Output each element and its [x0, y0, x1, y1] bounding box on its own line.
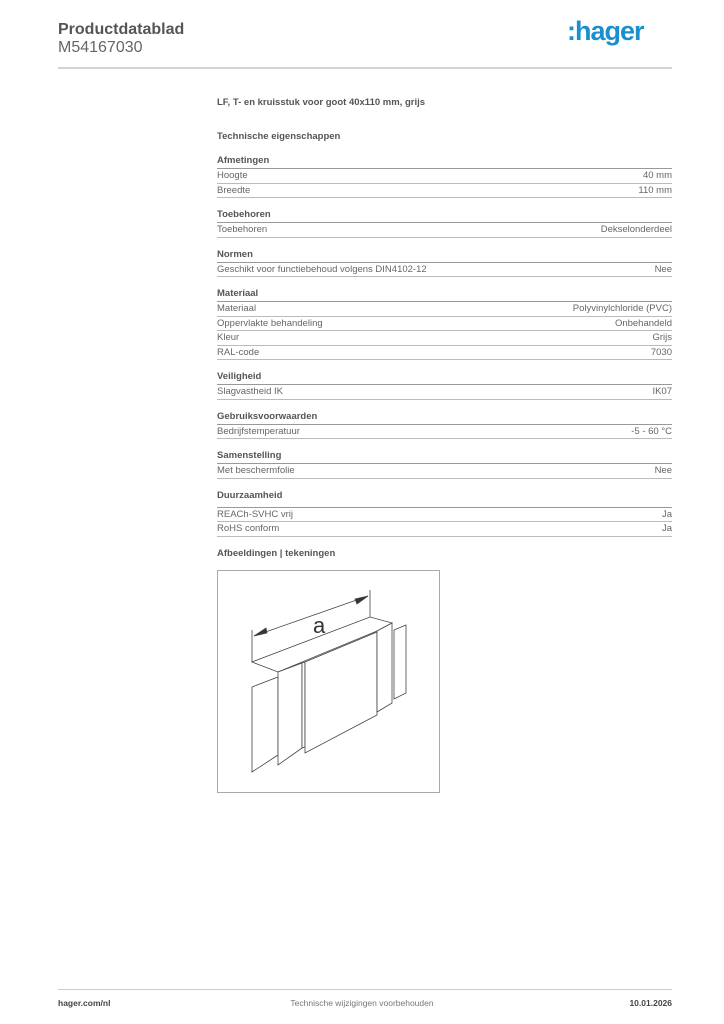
spec-section [217, 449, 672, 479]
dimension-label: a [313, 613, 326, 638]
section-heading: Gebruiksvoorwaarden [217, 410, 672, 425]
spec-label: Kleur [217, 332, 240, 343]
section-heading: Afmetingen [217, 154, 672, 169]
arrow-right [355, 596, 368, 604]
spec-row [217, 184, 672, 199]
spec-value: 7030 [650, 346, 672, 358]
spec-section [217, 154, 672, 198]
spec-section [217, 248, 672, 278]
duct-fitting-drawing [210, 560, 450, 800]
spec-row [217, 263, 672, 278]
spec-value: Ja [661, 508, 672, 520]
spec-label: REACh-SVHC vrij [217, 508, 294, 520]
spec-value: Dekselonderdeel [600, 224, 672, 235]
footer-date: 10.01.2026 [629, 998, 672, 1008]
spec-row [217, 425, 672, 440]
spec-value: 110 mm [638, 184, 672, 196]
footer-website-link[interactable]: hager.com/nl [58, 998, 111, 1008]
spec-value: Onbehandeld [614, 317, 672, 329]
spec-value: Nee [654, 263, 672, 275]
product-title: LF, T- en kruisstuk voor goot 40x110 mm, grijs [217, 97, 426, 108]
footer-divider [58, 989, 672, 990]
section-heading: Materiaal [217, 287, 672, 302]
center-strip [302, 662, 305, 748]
technical-drawing [217, 570, 440, 793]
spec-section [217, 208, 672, 238]
spec-section [217, 287, 672, 360]
section-heading: Samenstelling [217, 449, 672, 464]
spec-label: Met beschermfolie [217, 465, 295, 476]
spec-label: Toebehoren [217, 224, 268, 235]
spec-row [217, 317, 672, 332]
spec-section [217, 489, 672, 537]
technical-properties-heading: Technische eigenschappen [217, 131, 341, 142]
arrow-left [254, 628, 267, 636]
spec-section [217, 370, 672, 400]
spec-row [217, 385, 672, 400]
document-title: Productdatablad [58, 21, 185, 38]
spec-label: Hoogte [217, 170, 248, 181]
spec-value: Polyvinylchloride (PVC) [572, 303, 672, 314]
spec-label: RAL-code [217, 346, 260, 358]
spec-row [217, 346, 672, 361]
product-code: M54167030 [58, 39, 143, 56]
spec-value: -5 - 60 °C [631, 425, 672, 437]
spec-label: Geschikt voor functiebehoud volgens DIN4102-12 [217, 263, 427, 275]
spec-label: RoHS conform [217, 523, 280, 534]
spec-label: Breedte [217, 184, 251, 196]
hager-logo: :hager [567, 16, 644, 46]
section-heading: Veiligheid [217, 370, 672, 385]
right-panel [394, 625, 406, 699]
right-joint [377, 623, 392, 712]
specs-content [217, 96, 672, 537]
spec-value: IK07 [652, 386, 672, 397]
section-heading: Normen [217, 248, 672, 263]
spec-value: 40 mm [642, 170, 672, 181]
left-panel [252, 677, 278, 772]
spec-label: Oppervlakte behandeling [217, 317, 323, 329]
spec-row [217, 169, 672, 184]
spec-row [217, 508, 672, 523]
left-joint [278, 663, 302, 765]
spec-row [217, 522, 672, 537]
footer-disclaimer: Technische wijzigingen voorbehouden [290, 998, 434, 1008]
spec-row [217, 331, 672, 346]
spec-value: Grijs [652, 332, 672, 343]
spec-row [217, 223, 672, 238]
header-divider [58, 67, 672, 69]
spec-row [217, 302, 672, 317]
spec-label: Slagvastheid IK [217, 386, 284, 397]
spec-row [217, 464, 672, 479]
section-heading: Toebehoren [217, 208, 672, 223]
spec-label: Bedrijfstemperatuur [217, 425, 300, 437]
spec-label: Materiaal [217, 303, 257, 314]
section-heading: Duurzaamheid [217, 489, 672, 508]
spec-value: Nee [654, 465, 672, 476]
spec-value: Ja [661, 523, 672, 534]
spec-sections [217, 154, 672, 537]
spec-section [217, 410, 672, 440]
images-heading: Afbeeldingen | tekeningen [217, 548, 336, 559]
